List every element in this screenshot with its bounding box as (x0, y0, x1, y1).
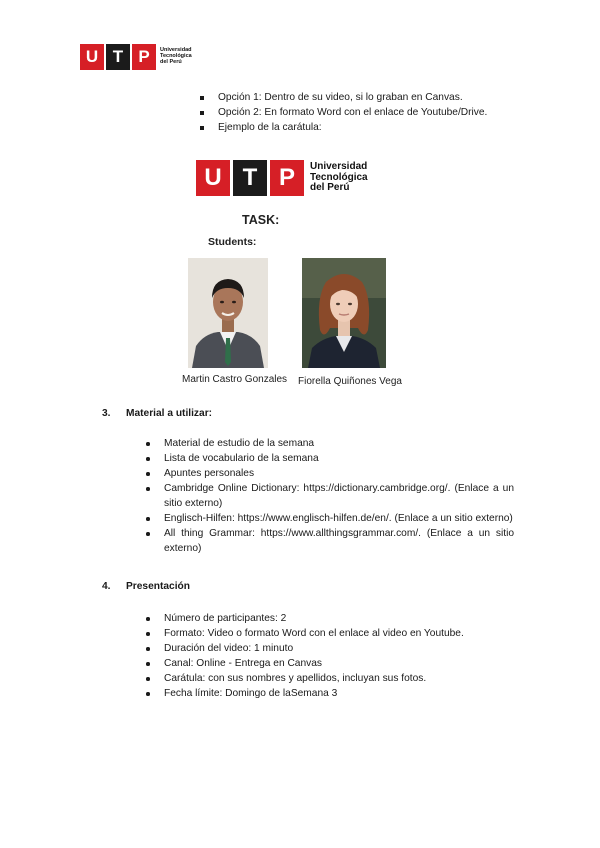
list-item: Cambridge Online Dictionary: https://dictionary.cambridge.org/. (Enlace a un sitio externo) (164, 481, 514, 511)
delivery-options-list (218, 90, 538, 135)
logo-university-name: Universidad Tecnológica del Perú (160, 47, 192, 65)
cover-logo-letter-t: T (233, 160, 267, 196)
student-photo-1-image (188, 258, 268, 368)
utp-logo (80, 44, 192, 70)
list-item: Ejemplo de la carátula: (218, 120, 538, 135)
list-item: Canal: Online - Entrega en Canvas (164, 656, 514, 671)
cover-utp-logo (196, 160, 368, 196)
logo-letter-p: P (132, 44, 156, 70)
list-item: Opción 1: Dentro de su video, si lo graban en Canvas. (218, 90, 538, 105)
logo-letter-u: U (80, 44, 104, 70)
materials-list (164, 436, 514, 556)
cover-logo-letter-u: U (196, 160, 230, 196)
section-3-title: Material a utilizar: (126, 408, 213, 419)
list-item: Formato: Video o formato Word con el enlace al video en Youtube. (164, 626, 514, 641)
logo-letter-t: T (106, 44, 130, 70)
section-4-title: Presentación (126, 581, 190, 592)
student-photo-2-image (302, 258, 386, 368)
presentation-list (164, 611, 514, 701)
section-3-number: 3. (102, 408, 111, 419)
list-item: Lista de vocabulario de la semana (164, 451, 514, 466)
student-name-2: Fiorella Quiñones Vega (298, 376, 402, 387)
cover-logo-letter-p: P (270, 160, 304, 196)
list-item: Opción 2: En formato Word con el enlace de Youtube/Drive. (218, 105, 538, 120)
list-item: Material de estudio de la semana (164, 436, 514, 451)
list-item: Apuntes personales (164, 466, 514, 481)
student-photo-2 (302, 258, 386, 368)
list-item: Carátula: con sus nombres y apellidos, incluyan sus fotos. (164, 671, 514, 686)
list-item: All thing Grammar: https://www.allthingsgrammar.com/. (Enlace a un sitio externo) (164, 526, 514, 556)
cover-task-label: TASK: (242, 213, 280, 227)
section-4-number: 4. (102, 581, 111, 592)
list-item: Fecha límite: Domingo de laSemana 3 (164, 686, 514, 701)
student-photo-1 (188, 258, 268, 368)
cover-students-label: Students: (208, 236, 257, 248)
student-name-1: Martin Castro Gonzales (182, 374, 288, 385)
cover-logo-university-name: Universidad Tecnológica del Perú (310, 161, 368, 194)
list-item: Duración del video: 1 minuto (164, 641, 514, 656)
list-item: Número de participantes: 2 (164, 611, 514, 626)
list-item: Englisch-Hilfen: https://www.englisch-hilfen.de/en/. (Enlace a un sitio externo) (164, 511, 514, 526)
